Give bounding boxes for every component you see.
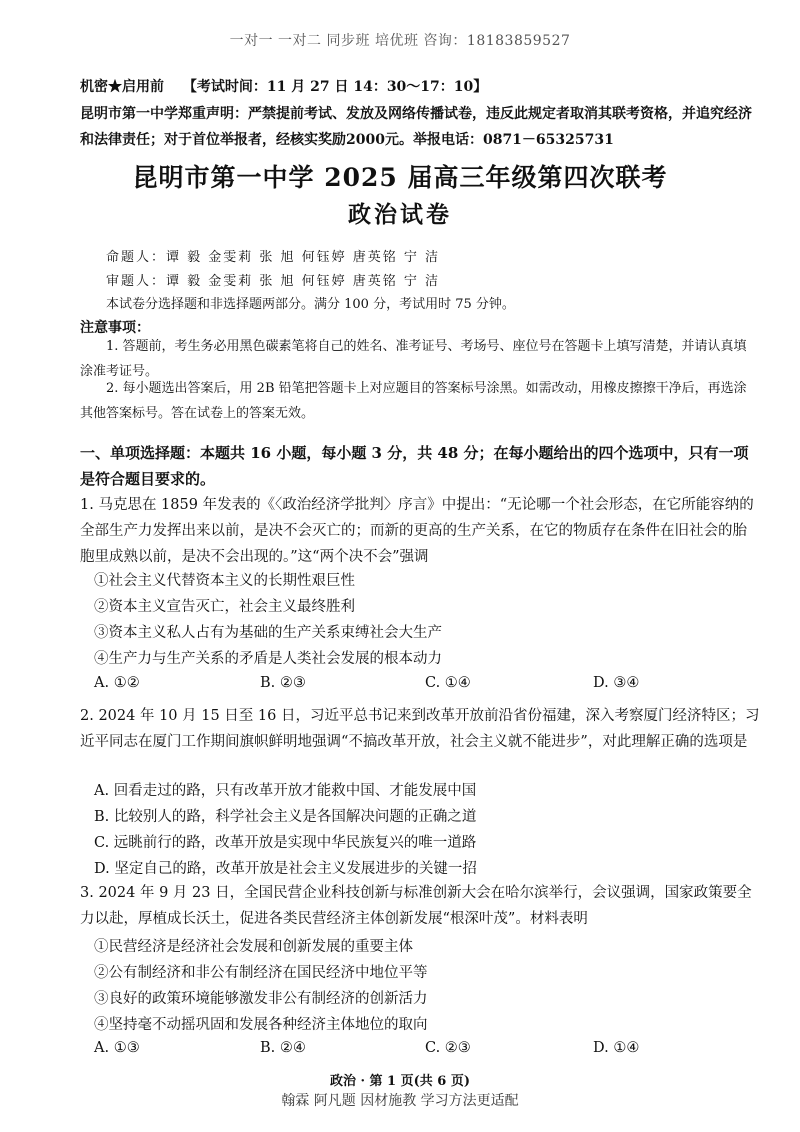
question-3-option: ②公有制经济和非公有制经济在国民经济中地位平等 [94, 965, 428, 981]
question-3-option: ③良好的政策环境能够激发非公有制经济的创新活力 [94, 991, 428, 1007]
secret-mark: 机密★启用前 [80, 79, 164, 95]
question-1-answer-b: B. ②③ [260, 675, 306, 691]
question-3-option: ①民营经济是经济社会发展和创新发展的重要主体 [94, 939, 413, 955]
question-2-option: D. 坚定自己的路，改革开放是社会主义发展进步的关键一招 [94, 861, 477, 877]
question-1-option: ①社会主义代替资本主义的长期性艰巨性 [94, 573, 355, 589]
question-1-answer-d: D. ③④ [593, 675, 640, 691]
reviewers-line: 审题人：谭 毅 金雯莉 张 旭 何钰婷 唐英铭 宁 洁 [106, 274, 441, 289]
notice-title: 注意事项： [80, 320, 150, 336]
question-2-option: A. 回看走过的路，只有改革开放才能救中国、才能发展中国 [94, 783, 477, 799]
question-3-answer-b: B. ②④ [260, 1040, 306, 1056]
notice-item: 1. 答题前，考生务必用黑色碳素笔将自己的姓名、准考证号、考场号、座位号在答题卡上填写清楚，并请认真填涂准考证号。 [80, 339, 747, 379]
question-2-option: C. 远眺前行的路，改革开放是实现中华民族复兴的唯一道路 [94, 835, 477, 851]
question-3-answer-a: A. ①③ [94, 1040, 140, 1056]
header-meta [80, 76, 760, 96]
notice-item: 2. 每小题选出答案后，用 2B 铅笔把答题卡上对应题目的答案标号涂黑。如需改动，用橡皮擦擦干净后，再选涂其他答案标号。答在试卷上的答案无效。 [80, 381, 747, 421]
exam-subtitle: 政治试卷 [348, 201, 452, 228]
question-1-stem: 1. 马克思在 1859 年发表的《〈政治经济学批判〉序言》中提出：“无论哪一个社会形态，在它所能容纳的全部生产力发挥出来以前，是决不会灭亡的；而新的更高的生产关系，在它的物质存在条件在旧社会的胎胞里成熟以前，是决不会出现的。”这“两个决不会”强调 [80, 497, 754, 565]
page-footer: 政治 · 第 1 页(共 6 页) [329, 1074, 471, 1089]
proposers-line: 命题人：谭 毅 金雯莉 张 旭 何钰婷 唐英铭 宁 洁 [106, 250, 441, 265]
exam-title: 昆明市第一中学 2025 届高三年级第四次联考 [132, 163, 668, 192]
question-1-answer-a: A. ①② [94, 675, 140, 691]
question-2-stem: 2. 2024 年 10 月 15 日至 16 日，习近平总书记来到改革开放前沿省份福建，深入考察厦门经济特区；习近平同志在厦门工作期间旗帜鲜明地强调“不搞改革开放，社会主义就不能进步”，对此理解正确的选项是 [80, 708, 760, 750]
question-3-stem: 3. 2024 年 9 月 23 日，全国民营企业科技创新与标准创新大会在哈尔滨举行，会议强调，国家政策要全力以赴，厚植成长沃土，促进各类民营经济主体创新发展“根深叶茂”。材料表明 [80, 885, 752, 927]
question-1-option: ③资本主义私人占有为基础的生产关系束缚社会大生产 [94, 625, 442, 641]
school-statement: 昆明市第一中学郑重声明：严禁提前考试、发放及网络传播试卷，违反此规定者取消其联考资格，并追究经济和法律责任；对于首位举报者，经核实奖励2000元。举报电话：0871－65325731 [80, 106, 752, 148]
top-advertisement: 一对一 一对二 同步班 培优班 咨询：18183859527 [229, 33, 571, 49]
question-3-answer-c: C. ②③ [425, 1040, 471, 1056]
question-2-option: B. 比较别人的路，科学社会主义是各国解决问题的正确之道 [94, 809, 477, 825]
exam-time: 【考试时间：11 月 27 日 14：30～17：10】 [182, 79, 488, 95]
question-3-answer-d: D. ①④ [593, 1040, 640, 1056]
exam-description: 本试卷分选择题和非选择题两部分。满分 100 分，考试用时 75 分钟。 [106, 297, 515, 312]
section-heading: 一、单项选择题：本题共 16 小题，每小题 3 分，共 48 分；在每小题给出的四个选项中，只有一项是符合题目要求的。 [80, 444, 749, 488]
bottom-advertisement: 翰霖 阿凡题 因材施教 学习方法更适配 [281, 1093, 519, 1109]
question-1-option: ④生产力与生产关系的矛盾是人类社会发展的根本动力 [94, 651, 442, 667]
question-3-option: ④坚持毫不动摇巩固和发展各种经济主体地位的取向 [94, 1017, 428, 1033]
question-1-option: ②资本主义宣告灭亡，社会主义最终胜利 [94, 599, 355, 615]
question-1-answer-c: C. ①④ [425, 675, 471, 691]
